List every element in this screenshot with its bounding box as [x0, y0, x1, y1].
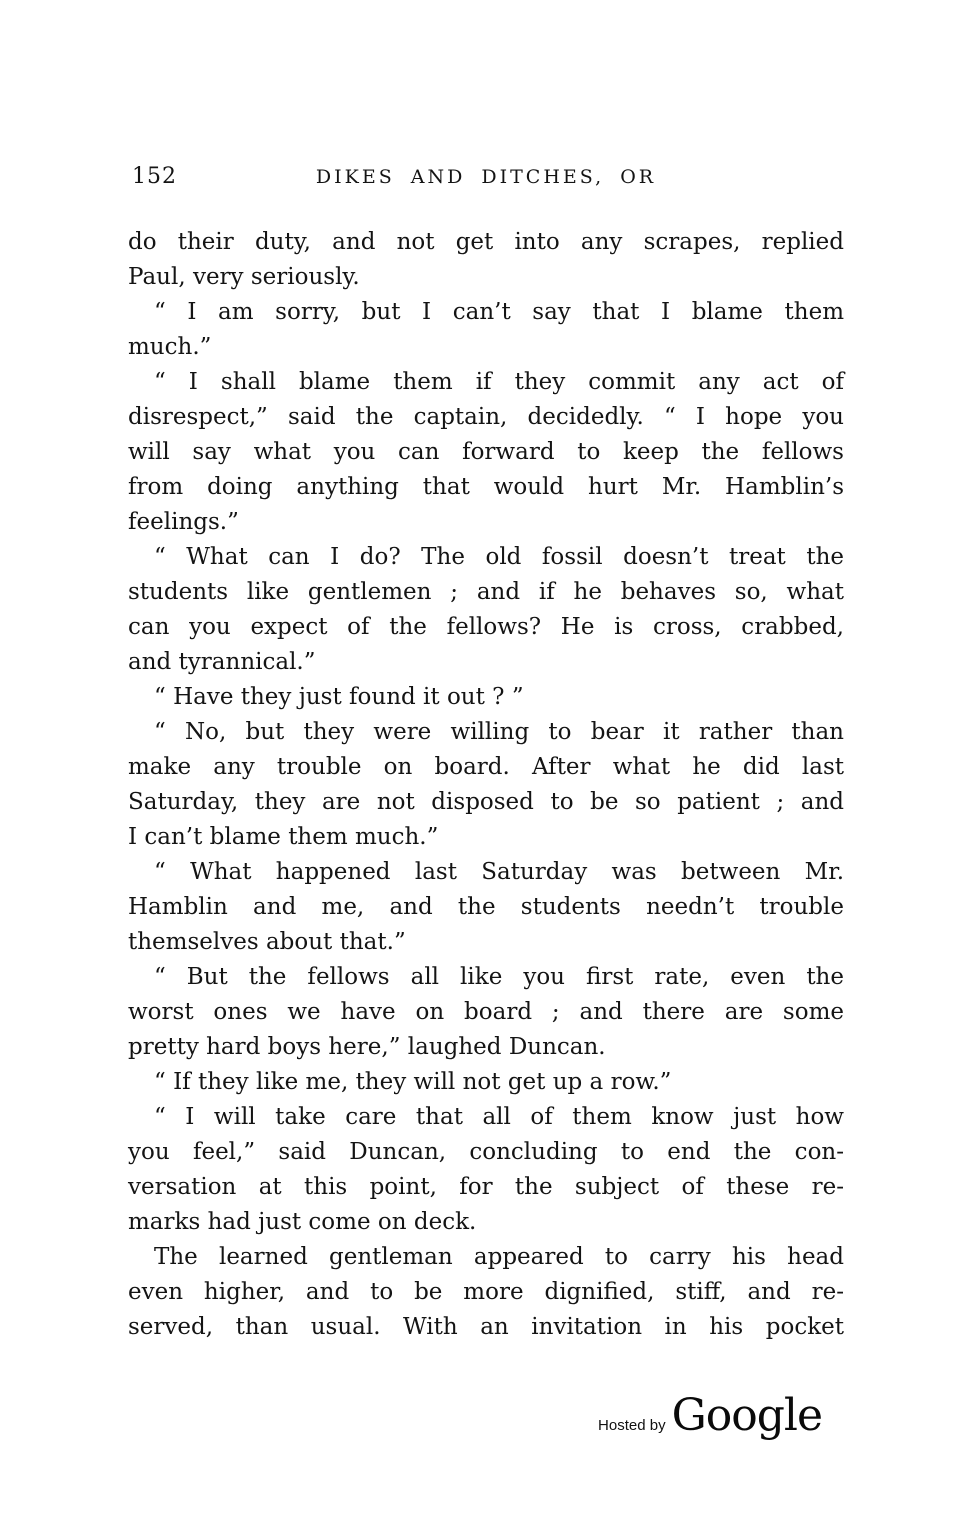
text-line: will say what you can forward to keep the fellows: [128, 439, 844, 465]
text-line: from doing anything that would hurt Mr. Hamblin’s: [128, 474, 844, 500]
text-line: I can’t blame them much.”: [128, 824, 439, 850]
text-line: much.”: [128, 334, 212, 360]
text-line: feelings.”: [128, 509, 239, 535]
text-line: “ I shall blame them if they commit any act of: [154, 369, 844, 395]
page-header: [128, 164, 844, 194]
text-line: “ No, but they were willing to bear it rather than: [154, 719, 844, 745]
page-number: 152: [132, 164, 177, 189]
text-line: disrespect,” said the captain, decidedly. “ I hope you: [128, 404, 844, 430]
text-line: you feel,” said Duncan, concluding to end the con-: [128, 1139, 844, 1165]
text-line: Paul, very seriously.: [128, 264, 360, 290]
text-line: The learned gentleman appeared to carry his head: [154, 1244, 844, 1270]
text-line: versation at this point, for the subject of these re-: [128, 1174, 844, 1200]
text-line: “ What can I do? The old fossil doesn’t treat the: [154, 544, 844, 570]
google-watermark: [598, 1390, 822, 1441]
text-line: can you expect of the fellows? He is cross, crabbed,: [128, 614, 844, 640]
text-line: students like gentlemen ; and if he behaves so, what: [128, 579, 844, 605]
text-line: do their duty, and not get into any scrapes, replied: [128, 229, 844, 255]
text-line: pretty hard boys here,” laughed Duncan.: [128, 1034, 606, 1060]
running-title: DIKES AND DITCHES, OR: [315, 166, 657, 188]
text-line: Hamblin and me, and the students needn’t trouble: [128, 894, 844, 920]
text-line: “ If they like me, they will not get up a row.”: [154, 1069, 672, 1095]
text-line: Saturday, they are not disposed to be so patient ; and: [128, 789, 844, 815]
text-line: worst ones we have on board ; and there are some: [128, 999, 844, 1025]
text-line: “ I will take care that all of them know just how: [154, 1104, 844, 1130]
hosted-by-label: Hosted by: [598, 1417, 666, 1434]
text-line: “ Have they just found it out ? ”: [154, 684, 524, 710]
text-line: make any trouble on board. After what he did last: [128, 754, 844, 780]
text-line: “ What happened last Saturday was between Mr.: [154, 859, 844, 885]
google-logo: Google: [671, 1390, 822, 1441]
text-line: themselves about that.”: [128, 929, 406, 955]
text-line: and tyrannical.”: [128, 649, 316, 675]
text-line: “ But the fellows all like you first rate, even the: [154, 964, 844, 990]
text-line: even higher, and to be more dignified, stiff, and re-: [128, 1279, 844, 1305]
text-line: marks had just come on deck.: [128, 1209, 477, 1235]
body-text: [128, 225, 844, 1345]
text-line: “ I am sorry, but I can’t say that I blame them: [154, 299, 844, 325]
text-line: served, than usual. With an invitation in his pocket: [128, 1314, 844, 1340]
